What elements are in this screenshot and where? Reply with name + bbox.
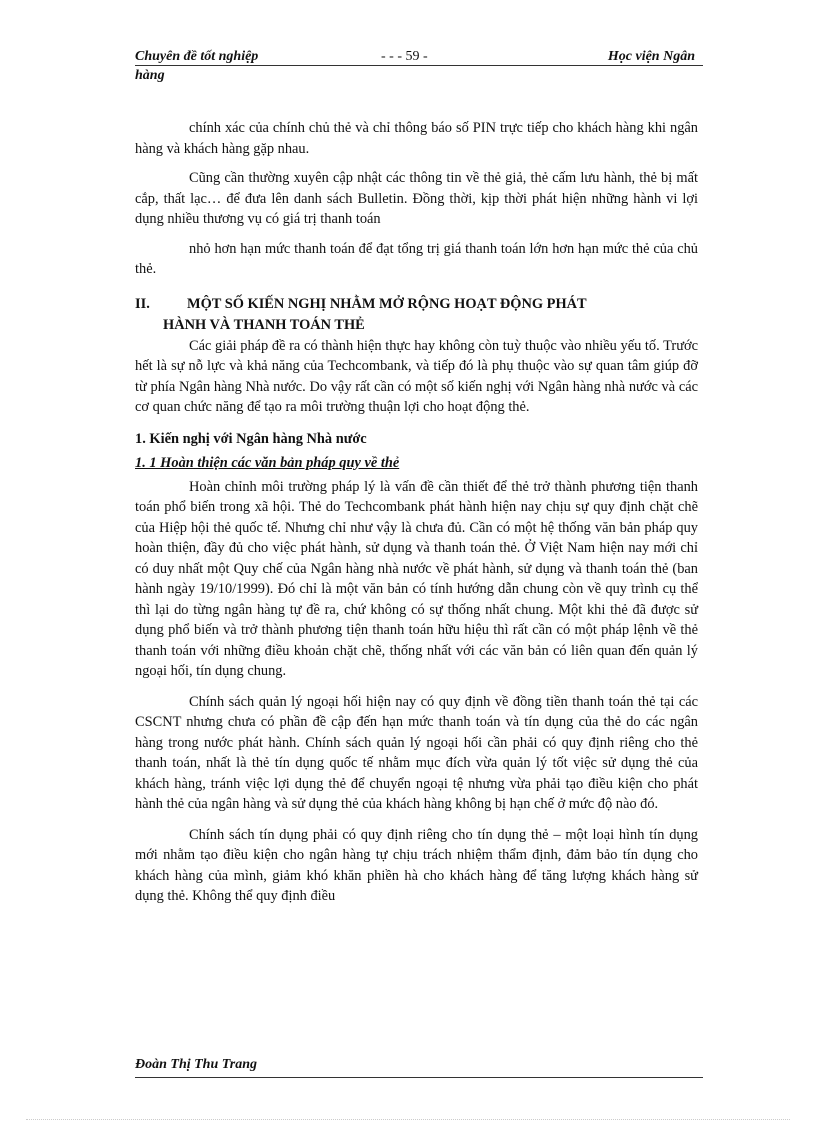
paragraph: Cũng cần thường xuyên cập nhật các thông tin về thẻ giả, thẻ cấm lưu hành, thẻ bị mất cắp, thất lạc… để đưa lên danh sách Bulletin. Đồng thời, kịp thời phát hiện những hành vi lợi dụng nhiều thương vụ có giá trị thanh toán <box>135 170 698 227</box>
header-rule <box>135 65 703 66</box>
section-number: II. <box>135 295 150 312</box>
section-title-line1: MỘT SỐ KIẾN NGHỊ NHẰM MỞ RỘNG HOẠT ĐỘNG PHÁT <box>187 295 587 312</box>
page-edge-dots <box>26 1119 790 1120</box>
section-heading <box>135 294 698 336</box>
section-intro: Các giải pháp đề ra có thành hiện thực hay không còn tuỳ thuộc vào nhiều yếu tố. Trước hết là sự nỗ lực và khả năng của Techcombank, và tiếp đó là phụ thuộc vào sự quan tâm giúp đỡ từ phía Ngân hàng Nhà nước. Do vậy rất cần có một số kiến nghị với Ngân hàng nhà nước và các cơ quan chức năng để tạo ra môi trường thuận lợi cho hoạt động thẻ. <box>135 337 698 415</box>
header-title: Chuyên đề tốt nghiệp <box>135 49 259 64</box>
header-institution: Học viện Ngân <box>607 49 695 64</box>
paragraph: Hoàn chỉnh môi trường pháp lý là vấn đề cần thiết để thẻ trở thành phương tiện thanh toán phổ biến trong xã hội. Thẻ do Techcombank phát hành hiện nay chịu sự quy định chặt chẽ của Hiệp hội thẻ quốc tế. Nhưng chỉ như vậy là chưa đủ. Cần có một hệ thống văn bản pháp quy hoàn thiện, đầy đủ cho việc phát hành, sử dụng và thanh toán thẻ. Ở Việt Nam hiện nay mới chỉ có duy nhất một Quy chế của Ngân hàng nhà nước về phát hành, sử dụng và thanh toán thẻ (ban hành ngày 19/10/1999). Đó chỉ là một văn bản có tính hướng dẫn chung còn về quy trình cụ thể thì lại do từng ngân hàng tự đề ra, chứ không có sự thống nhất chung. Một khi thẻ đã được sử dụng phổ biến và trở thành phương tiện thanh toán hữu hiệu thì rất cần có một pháp lệnh về thẻ thanh toán với những điều khoản chặt chẽ, thống nhất với các văn bản có liên quan đến quản lý ngoại hối, tín dụng chung. <box>135 478 698 679</box>
paragraph: nhỏ hơn hạn mức thanh toán để đạt tổng trị giá thanh toán lớn hơn hạn mức thẻ của chủ thẻ. <box>135 240 698 277</box>
section-title-line2: HÀNH VÀ THANH TOÁN THẺ <box>163 316 365 333</box>
header-institution-cont: hàng <box>135 68 165 83</box>
page-header <box>135 49 703 89</box>
subsection-heading: 1. Kiến nghị với Ngân hàng Nhà nước <box>135 430 367 447</box>
footer-author: Đoàn Thị Thu Trang <box>135 1057 258 1072</box>
footer-rule <box>135 1077 703 1078</box>
page-body <box>135 118 698 907</box>
paragraph: chính xác của chính chủ thẻ và chỉ thông báo số PIN trực tiếp cho khách hàng khi ngân hàng và khách hàng gặp nhau. <box>135 120 698 157</box>
page-number: - - - 59 - <box>381 49 428 64</box>
subsubsection-heading: 1. 1 Hoàn thiện các văn bản pháp quy về thẻ <box>135 454 400 471</box>
paragraph: Chính sách quản lý ngoại hối hiện nay có quy định về đồng tiền thanh toán thẻ tại các CSCNT nhưng chưa có phần đề cập đến hạn mức thanh toán và tín dụng của thẻ do các ngân hàng trong nước phát hành. Chính sách quản lý ngoại hối cần phải có quy định riêng cho thẻ thanh toán, nhất là thẻ tín dụng quốc tế nhằm mục đích vừa quản lý tốt việc sử dụng thẻ của khách hàng, tránh việc lợi dụng thẻ để chuyển ngoại tệ nhưng vừa phải tạo điều kiện cho phát hành thẻ của ngân hàng và sử dụng thẻ của khách hàng không bị hạn chế ở mức độ nào đó. <box>135 693 698 812</box>
paragraph: Chính sách tín dụng phải có quy định riêng cho tín dụng thẻ – một loại hình tín dụng mới nhằm tạo điều kiện cho ngân hàng tự chịu trách nhiệm thẩm định, đảm bảo tín dụng cho khách hàng của mình, giảm khó khăn phiền hà cho khách hàng để tăng lượng khách hàng sử dụng thẻ. Không thể quy định điều <box>135 826 698 904</box>
